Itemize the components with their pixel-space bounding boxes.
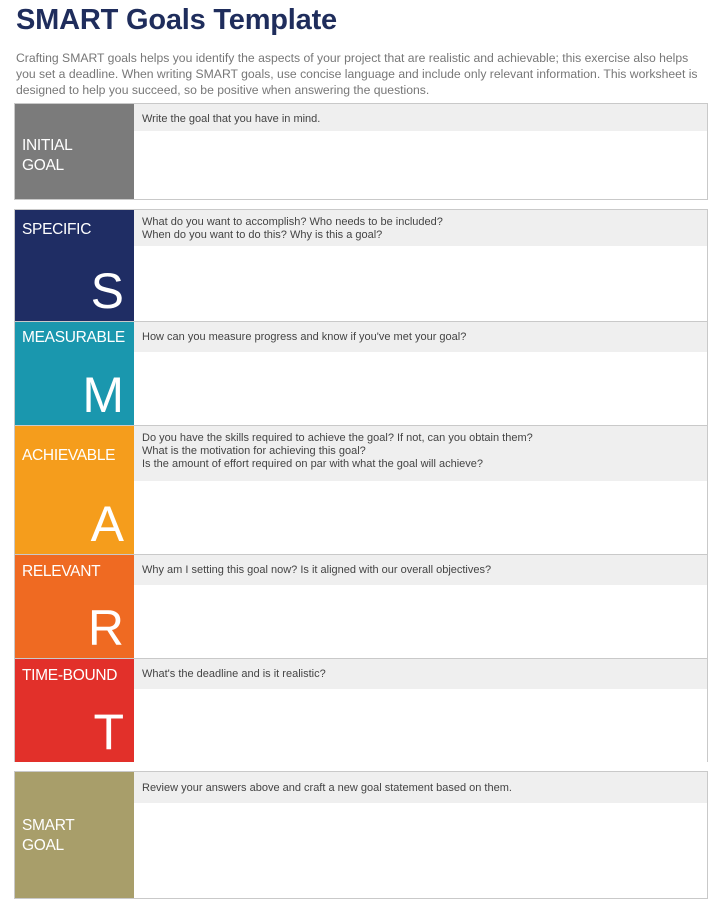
relevant-letter: R: [87, 600, 124, 656]
timebound-answer-field[interactable]: [134, 689, 707, 762]
timebound-letter: T: [93, 704, 124, 760]
specific-label-text: SPECIFIC: [22, 221, 92, 238]
initial-goal-label: [15, 104, 134, 199]
initial-goal-label-line1: INITIAL: [22, 137, 73, 154]
smart-goal-section: [14, 771, 708, 899]
achievable-prompt: Do you have the skills required to achieve the goal? If not, can you obtain them? What is the motivation for achieving this goal? Is the amount of effort required on par with what the goal will achieve?: [134, 426, 707, 481]
page-title: SMART Goals Template: [16, 4, 337, 36]
smart-goal-prompt: Review your answers above and craft a new goal statement based on them.: [134, 772, 707, 803]
measurable-label: [15, 322, 134, 425]
timebound-prompt: What's the deadline and is it realistic?: [134, 659, 707, 689]
achievable-answer-field[interactable]: [134, 481, 707, 554]
smart-goal-label-line2: GOAL: [22, 837, 64, 854]
timebound-label-text: TIME-BOUND: [22, 667, 118, 684]
measurable-letter: M: [82, 367, 124, 423]
smart-goal-answer-field[interactable]: [134, 803, 707, 898]
achievable-label: [15, 426, 134, 554]
initial-goal-section: [14, 103, 708, 200]
measurable-answer-field[interactable]: [134, 352, 707, 425]
smart-goal-label: [15, 772, 134, 898]
relevant-answer-field[interactable]: [134, 585, 707, 658]
specific-label: [15, 210, 134, 321]
intro-text: Crafting SMART goals helps you identify the aspects of your project that are realistic and achievable; this exercise also helps you set a deadline. When writing SMART goals, use concise language and include only relevant information. This worksheet is designed to help you succeed, so be positive when answering the questions.: [16, 51, 698, 97]
timebound-label: [15, 659, 134, 762]
achievable-letter: A: [90, 496, 124, 552]
initial-goal-answer-field[interactable]: [134, 131, 707, 199]
specific-answer-field[interactable]: [134, 246, 707, 321]
specific-prompt: What do you want to accomplish? Who needs to be included? When do you want to do this? Why is this a goal?: [134, 210, 707, 246]
measurable-prompt: How can you measure progress and know if you've met your goal?: [134, 322, 707, 352]
relevant-label-text: RELEVANT: [22, 563, 101, 580]
relevant-label: [15, 555, 134, 658]
achievable-label-text: ACHIEVABLE: [22, 447, 116, 464]
relevant-prompt: Why am I setting this goal now? Is it aligned with our overall objectives?: [134, 555, 707, 585]
measurable-label-text: MEASURABLE: [22, 329, 125, 346]
initial-goal-prompt: Write the goal that you have in mind.: [134, 104, 707, 131]
initial-goal-label-line2: GOAL: [22, 157, 64, 174]
smart-goal-label-line1: SMART: [22, 817, 75, 834]
smart-section: [14, 209, 708, 762]
specific-letter: S: [90, 263, 124, 319]
